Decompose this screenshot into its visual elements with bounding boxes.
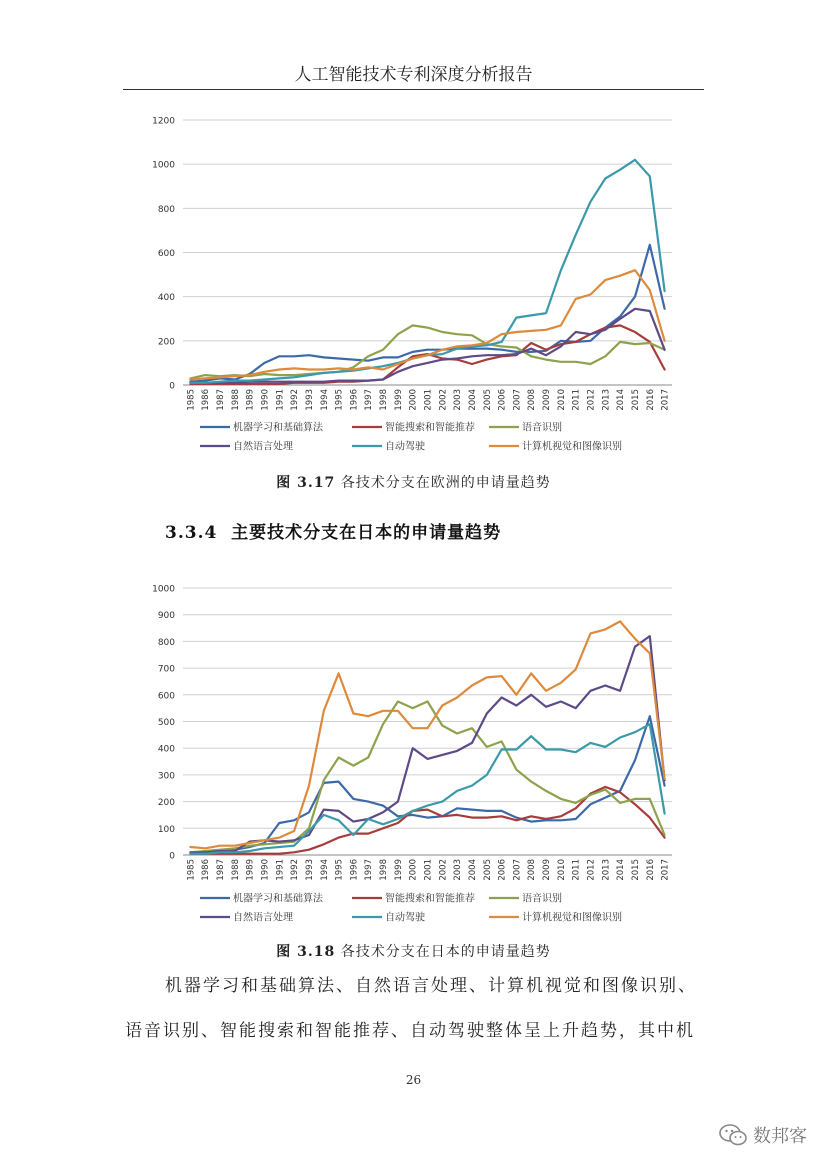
europe-x-tick-label: 1990 xyxy=(260,389,271,411)
europe-x-tick-label: 2012 xyxy=(586,389,597,411)
japan-x-tick-label: 1998 xyxy=(379,859,390,881)
europe-x-tick-label: 2015 xyxy=(630,389,641,411)
wechat-icon xyxy=(719,1124,747,1146)
europe-y-tick-label: 800 xyxy=(157,204,175,215)
europe-y-tick-label: 400 xyxy=(157,293,175,304)
japan-y-tick-label: 600 xyxy=(157,691,175,702)
europe-x-tick-label: 2006 xyxy=(497,389,508,411)
japan-x-tick-label: 2012 xyxy=(586,859,597,881)
japan-x-tick-label: 1997 xyxy=(364,859,375,881)
japan-x-tick-label: 1992 xyxy=(290,859,301,881)
japan-x-tick-label: 1996 xyxy=(349,859,360,881)
europe-x-tick-label: 1992 xyxy=(290,389,301,411)
header-rule xyxy=(123,89,704,90)
japan-x-tick-label: 2015 xyxy=(630,859,641,881)
europe-y-tick-label: 0 xyxy=(169,381,175,392)
figure-3-17-caption xyxy=(0,472,827,492)
europe-x-tick-label: 2002 xyxy=(438,389,449,411)
japan-legend-ml-label: 机器学习和基础算法 xyxy=(233,893,323,905)
europe-x-tick-label: 1991 xyxy=(275,389,286,411)
europe-x-tick-label: 1988 xyxy=(230,389,241,411)
japan-x-tick-label: 1993 xyxy=(304,859,315,881)
europe-x-tick-label: 2010 xyxy=(556,389,567,411)
europe-x-tick-label: 1986 xyxy=(201,389,212,411)
europe-legend-nlp-label: 自然语言处理 xyxy=(233,441,293,453)
europe-x-tick-label: 1989 xyxy=(245,389,256,411)
europe-series-ml-line xyxy=(190,245,664,382)
japan-x-tick-label: 2001 xyxy=(423,859,434,881)
europe-x-tick-label: 2009 xyxy=(542,389,553,411)
japan-y-tick-label: 800 xyxy=(157,637,175,648)
europe-legend-speech-label: 语音识别 xyxy=(522,422,562,434)
japan-x-tick-label: 2014 xyxy=(616,859,627,881)
japan-x-tick-label: 1994 xyxy=(319,859,330,881)
europe-x-tick-label: 1987 xyxy=(216,389,227,411)
europe-x-tick-label: 1998 xyxy=(379,389,390,411)
europe-x-tick-label: 1993 xyxy=(304,389,315,411)
japan-y-tick-label: 0 xyxy=(169,851,175,862)
figure-3-18-caption xyxy=(0,941,827,961)
figure-3-18-number: 图 3.18 xyxy=(276,944,336,960)
japan-y-tick-label: 400 xyxy=(157,744,175,755)
japan-legend-auto-label: 自动驾驶 xyxy=(385,912,425,924)
europe-x-tick-label: 2011 xyxy=(571,389,582,411)
europe-x-tick-label: 2013 xyxy=(601,389,612,411)
paragraph-line-2: 语音识别、智能搜索和智能推荐、自动驾驶整体呈上升趋势，其中机 xyxy=(125,1021,695,1041)
europe-y-tick-label: 200 xyxy=(157,337,175,348)
europe-legend-search-label: 智能搜索和智能推荐 xyxy=(385,422,475,434)
europe-x-tick-label: 2017 xyxy=(660,389,671,411)
japan-x-tick-label: 2004 xyxy=(467,859,478,881)
japan-x-tick-label: 1991 xyxy=(275,859,286,881)
europe-legend-cv-label: 计算机视觉和图像识别 xyxy=(522,441,622,453)
page-number: 26 xyxy=(405,1073,422,1087)
japan-x-tick-label: 1990 xyxy=(260,859,271,881)
japan-x-tick-label: 2008 xyxy=(527,859,538,881)
japan-y-tick-label: 1000 xyxy=(152,584,175,595)
europe-x-tick-label: 2014 xyxy=(616,389,627,411)
europe-x-tick-label: 2003 xyxy=(453,389,464,411)
japan-legend-speech-label: 语音识别 xyxy=(522,893,562,905)
japan-y-tick-label: 900 xyxy=(157,611,175,622)
watermark-text: 数邦客 xyxy=(753,1126,807,1147)
japan-x-tick-label: 2017 xyxy=(660,859,671,881)
europe-y-tick-label: 1000 xyxy=(152,160,175,171)
japan-legend-search-label: 智能搜索和智能推荐 xyxy=(385,893,475,905)
japan-x-tick-label: 2011 xyxy=(571,859,582,881)
japan-x-tick-label: 1985 xyxy=(186,859,197,881)
japan-x-tick-label: 2013 xyxy=(601,859,612,881)
page-header-title: 人工智能技术专利深度分析报告 xyxy=(294,65,533,85)
europe-x-tick-label: 2008 xyxy=(527,389,538,411)
europe-x-tick-label: 2016 xyxy=(645,389,656,411)
europe-legend-ml-label: 机器学习和基础算法 xyxy=(233,422,323,434)
japan-x-tick-label: 2006 xyxy=(497,859,508,881)
europe-x-tick-label: 1995 xyxy=(334,389,345,411)
europe-y-tick-label: 1200 xyxy=(152,116,175,127)
figure-3-17-text: 各技术分支在欧洲的申请量趋势 xyxy=(340,475,551,491)
japan-y-tick-label: 500 xyxy=(157,718,175,728)
japan-x-tick-label: 2000 xyxy=(408,859,419,881)
japan-y-tick-label: 200 xyxy=(157,798,175,809)
japan-x-tick-label: 2016 xyxy=(645,859,656,881)
japan-y-tick-label: 100 xyxy=(157,824,175,835)
europe-x-tick-label: 2001 xyxy=(423,389,434,411)
section-heading xyxy=(165,518,501,543)
europe-y-tick-label: 600 xyxy=(157,249,175,259)
europe-x-tick-label: 2004 xyxy=(467,389,478,411)
japan-legend-cv-label: 计算机视觉和图像识别 xyxy=(522,912,622,924)
japan-x-tick-label: 2002 xyxy=(438,859,449,881)
japan-x-tick-label: 1986 xyxy=(201,859,212,881)
japan-x-tick-label: 2010 xyxy=(556,859,567,881)
europe-legend-auto-label: 自动驾驶 xyxy=(385,441,425,453)
europe-x-tick-label: 2000 xyxy=(408,389,419,411)
europe-trend-chart xyxy=(0,100,827,580)
japan-x-tick-label: 2007 xyxy=(512,859,523,881)
europe-x-tick-label: 1999 xyxy=(393,389,404,411)
japan-series-speech-line xyxy=(190,702,664,853)
japan-x-tick-label: 1988 xyxy=(230,859,241,881)
japan-y-tick-label: 300 xyxy=(157,771,175,782)
europe-x-tick-label: 1985 xyxy=(186,389,197,411)
paragraph-line-1: 机器学习和基础算法、自然语言处理、计算机视觉和图像识别、 xyxy=(165,976,697,996)
section-number: 3.3.4 xyxy=(165,523,218,543)
europe-x-tick-label: 2007 xyxy=(512,389,523,411)
japan-x-tick-label: 1989 xyxy=(245,859,256,881)
europe-x-tick-label: 2005 xyxy=(482,389,493,411)
section-title: 主要技术分支在日本的申请量趋势 xyxy=(231,523,502,543)
figure-3-17-number: 图 3.17 xyxy=(276,475,336,491)
japan-y-tick-label: 700 xyxy=(157,664,175,675)
japan-x-tick-label: 1995 xyxy=(334,859,345,881)
europe-x-tick-label: 1997 xyxy=(364,389,375,411)
japan-series-cv-line xyxy=(190,621,664,848)
japan-x-tick-label: 1987 xyxy=(216,859,227,881)
japan-x-tick-label: 1999 xyxy=(393,859,404,881)
europe-x-tick-label: 1994 xyxy=(319,389,330,411)
watermark xyxy=(719,1122,807,1148)
japan-series-auto-line xyxy=(190,724,664,854)
japan-x-tick-label: 2003 xyxy=(453,859,464,881)
japan-x-tick-label: 2009 xyxy=(542,859,553,881)
japan-legend-nlp-label: 自然语言处理 xyxy=(233,912,293,924)
japan-series-ml-line xyxy=(190,716,664,852)
europe-x-tick-label: 1996 xyxy=(349,389,360,411)
figure-3-18-text: 各技术分支在日本的申请量趋势 xyxy=(340,944,551,960)
japan-x-tick-label: 2005 xyxy=(482,859,493,881)
